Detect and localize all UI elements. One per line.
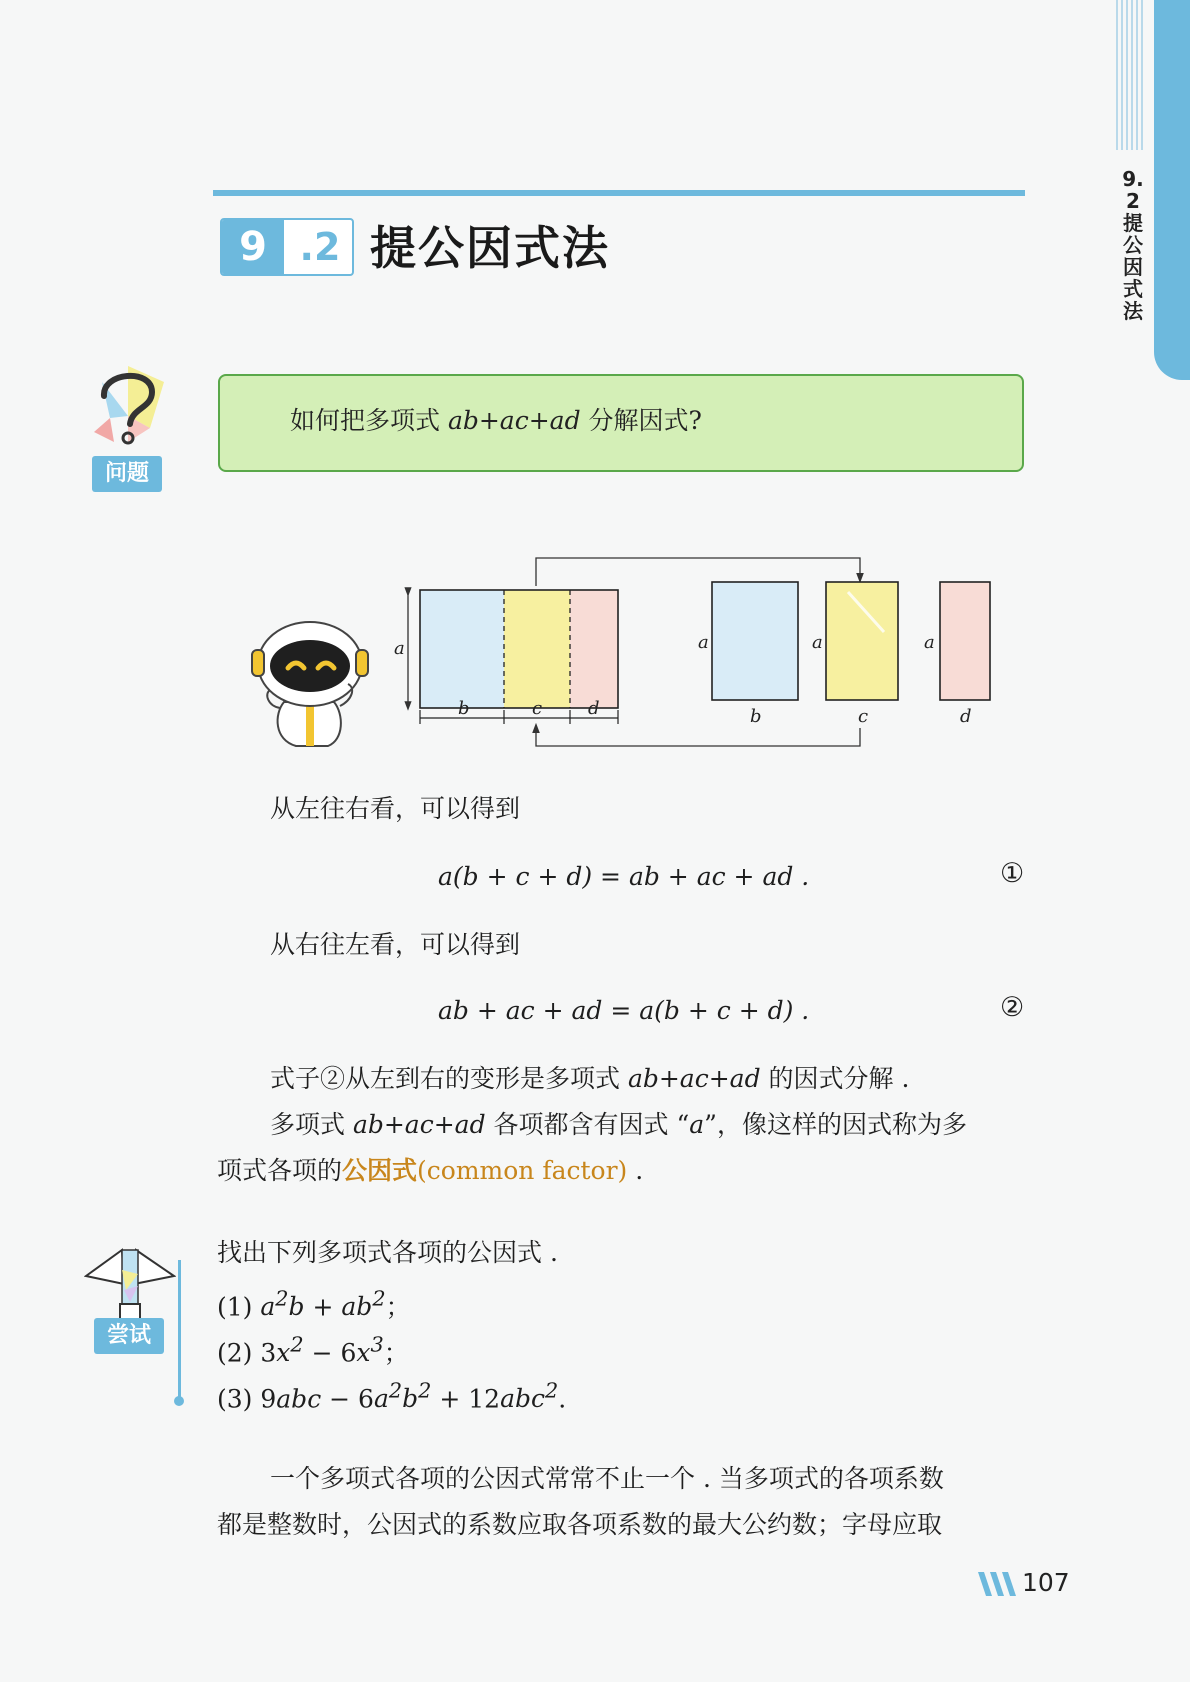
separate-width-label-c: c: [858, 706, 869, 727]
formula-2-number: ②: [1000, 992, 1025, 1023]
try-prompt: 找出下列多项式各项的公因式 .: [217, 1238, 558, 1267]
page-number-stripes-icon: [976, 1570, 1020, 1598]
try-item-2: (2) $3x^2 - 6x^3$；: [217, 1333, 409, 1368]
separate-rect-c: [826, 582, 898, 700]
p3-text-a: 式子②从左到右的变形是多项式: [270, 1064, 628, 1093]
composite-height-label: a: [394, 638, 405, 659]
problem-badge: 问题: [92, 456, 162, 492]
separate-height-label-d: a: [924, 632, 935, 653]
closing-line-2: 都是整数时，公因式的系数应取各项系数的最大公约数；字母应取: [217, 1510, 943, 1539]
try-item-2-number: (2): [217, 1338, 253, 1368]
question-text-before: 如何把多项式: [290, 406, 448, 435]
section-number-box: [220, 218, 354, 276]
p5-text-a: 项式各项的: [217, 1156, 343, 1185]
separate-rect-b: [712, 582, 798, 700]
p4-text-c: ”，像这样的因式称为多: [704, 1110, 967, 1139]
paragraph-common-factor-2: [217, 1156, 643, 1186]
question-text-after: 分解因式?: [580, 406, 702, 435]
side-tab-label: 9.2 提公因式法: [1122, 167, 1144, 323]
question-mark-icon: [88, 362, 168, 450]
separate-width-label-b: b: [750, 706, 762, 727]
separate-rect-d: [940, 582, 990, 700]
composite-rect-b: [420, 590, 504, 708]
composite-rect-c: [504, 590, 570, 708]
composite-width-label-b: b: [458, 698, 470, 719]
formula-1: a(b + c + d) = ab + ac + ad .: [438, 862, 810, 891]
try-item-3: (3) $9abc - 6a^2b^2 + 12abc^2$.: [217, 1379, 567, 1414]
area-diagram: [384, 552, 1004, 762]
separate-height-label-c: a: [812, 632, 823, 653]
page-number: 107: [1022, 1568, 1070, 1597]
composite-width-label-c: c: [532, 698, 543, 719]
try-side-line: [178, 1260, 181, 1400]
try-item-1: (1) $a^2b + ab^2$；: [217, 1287, 411, 1322]
p3-expression: ab+ac+ad: [627, 1064, 761, 1093]
question-text: [290, 401, 702, 437]
try-badge: 尝试: [94, 1318, 164, 1354]
observation-left-to-right: 从左往右看，可以得到: [270, 794, 521, 823]
pinwheel-icon: [84, 1246, 176, 1328]
separate-height-label-b: a: [698, 632, 709, 653]
section-minor-number: .2: [299, 225, 341, 269]
section-major-number: 9: [222, 220, 284, 274]
try-side-dot: [174, 1396, 184, 1406]
paragraph-factorization: [270, 1064, 909, 1094]
robot-mascot-icon: [244, 614, 374, 750]
composite-rect-d: [570, 590, 618, 708]
formula-2: ab + ac + ad = a(b + c + d) .: [438, 996, 810, 1025]
question-expression: ab+ac+ad: [447, 406, 581, 435]
section-top-rule: [213, 190, 1025, 196]
separate-width-label-d: d: [960, 706, 972, 727]
closing-line-1: 一个多项式各项的公因式常常不止一个 . 当多项式的各项系数: [270, 1464, 944, 1493]
observation-right-to-left: 从右往左看，可以得到: [270, 930, 521, 959]
term-common-factor: 公因式: [342, 1156, 418, 1185]
composite-width-label-d: d: [588, 698, 600, 719]
p4-variable: a: [689, 1110, 705, 1139]
p4-expression: ab+ac+ad: [352, 1110, 486, 1139]
section-title: 提公因式法: [370, 221, 610, 275]
p4-text-a: 多项式: [270, 1110, 353, 1139]
term-english: (common factor): [417, 1156, 628, 1185]
formula-1-number: ①: [1000, 858, 1025, 889]
try-item-1-number: (1): [217, 1292, 253, 1322]
chapter-side-tab: [1154, 0, 1190, 380]
p3-text-b: 的因式分解 .: [760, 1064, 910, 1093]
p5-text-b: .: [627, 1156, 644, 1185]
paragraph-common-factor-1: [270, 1110, 967, 1140]
try-item-3-number: (3): [217, 1384, 253, 1414]
side-decor-lines: [1114, 0, 1150, 150]
p4-text-b: 各项都含有因式 “: [485, 1110, 690, 1139]
